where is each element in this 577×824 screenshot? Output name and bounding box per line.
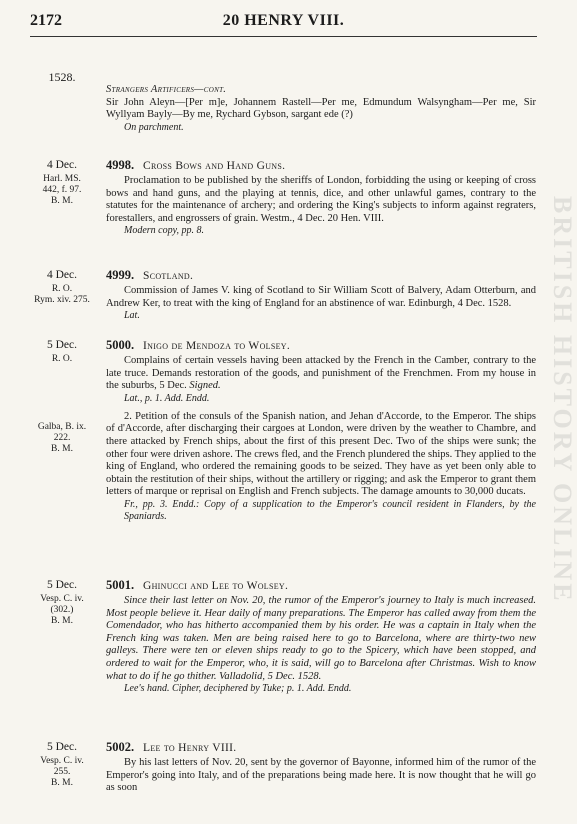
entry-paragraph-text: Complains of certain vessels having been attacked by the French in the Camber, contrary to the late truce. Demands restoration of the goods, and punishment of the Frenchmen. From my house in the suburbs, 5 Dec.	[106, 355, 536, 392]
entry-body	[106, 338, 536, 523]
running-title: 20 HENRY VIII.	[222, 12, 345, 29]
source-ref: Harl. MS.	[43, 174, 81, 184]
entry-paragraph	[106, 355, 536, 393]
page-number: 2172	[30, 12, 62, 29]
header-rule	[30, 36, 537, 37]
entry-date: 5 Dec.	[46, 339, 77, 351]
entry-paragraph: Since their last letter on Nov. 20, the rumor of the Emperor's journey to Italy is much increased. Most people believe it. Hear daily of many preparations. The Emperor has called away from them the Comendador, who has hitherto accompanied them by his order. He was a captain in Italy when the French king was taken. Men are being raised here to go to Barcelona, where are thirty-two new galleys. There were ten or eleven ships ready to go to the Spicery, which have been stopped, and ordered to wait for the Emperor, who, it is said, will go to Barcelona after Christmas. Wish to know what to do if he go thither. Valladolid, 5 Dec. 1528.	[106, 595, 536, 682]
entry-margin	[30, 578, 94, 627]
entry-date: 4 Dec.	[46, 269, 77, 281]
entry-paragraph-2: 2. Petition of the consuls of the Spanish nation, and Jehan d'Accorde, to the Emperor. The ships of d'Accorde, after discharging their cargoes at London, were driven by the weather to Chambre, and there attacked by French ships, about the first of this present Dec. Two of the ships were sunk; the other four were driven ashore. The crews fled, and the French plundered the ships. They applied to the king of England, who ordered the remaining goods to be seized. They have as yet been only able to obtain the restitution of their ships, without the artillery or rigging; and ask the Emperor to grant them letters of marque or reprisal on English and French subjects. The damage amounts to 30,000 ducats.	[106, 410, 536, 498]
entry-paragraph: Commission of James V. king of Scotland to Sir William Scott of Balvery, Adam Otterburn, and Andrew Ker, to treat with the king of England for an abstinence of war. Edinburgh, 4 Dec. 1528.	[106, 285, 536, 309]
source-ref: B. M.	[51, 196, 73, 206]
entry-title: Lee to Henry VIII.	[143, 742, 237, 754]
page-header	[30, 12, 537, 36]
watermark: BRITISH HISTORY ONLINE	[548, 196, 577, 604]
entry-title: Ghinucci and Lee to Wolsey.	[143, 580, 289, 592]
source-ref: Vesp. C. iv.	[40, 756, 84, 766]
entry-number: 5002.	[106, 740, 135, 754]
entry-margin-secondary	[30, 422, 94, 455]
source-ref: R. O.	[51, 284, 73, 294]
source-ref: B. M.	[51, 444, 73, 454]
source-ref: Vesp. C. iv.	[40, 594, 84, 604]
source-ref: (302.)	[50, 605, 74, 615]
entry-title-line	[106, 268, 536, 283]
entry-note: Lat.	[124, 310, 140, 322]
entry-title-line	[106, 158, 536, 173]
entry-note: Lat., p. 1. Add. Endd.	[124, 392, 210, 404]
entry-date: 5 Dec.	[46, 741, 77, 753]
year-marker: 1528.	[48, 70, 76, 84]
source-ref: 255.	[53, 767, 71, 777]
continued-heading: Strangers Artificers—cont.	[106, 84, 227, 95]
source-ref: B. M.	[51, 778, 73, 788]
source-ref: B. M.	[51, 616, 73, 626]
source-ref: Galba, B. ix.	[37, 422, 87, 432]
entry-title-line	[106, 338, 536, 353]
entry-margin	[30, 740, 94, 789]
entry-title: Cross Bows and Hand Guns.	[143, 160, 286, 172]
entry-body	[106, 740, 536, 795]
entry-note-2: Fr., pp. 3. Endd.: Copy of a supplication to the Emperor's council resident in Flanders, by the Spaniards.	[124, 498, 536, 522]
entry-date: 5 Dec.	[46, 579, 77, 591]
continued-text: Sir John Aleyn—[Per m]e, Johannem Rastell—Per me, Edmundum Walsyngham—Per me, Sir Wyllyam Bayly—By me, Rychard Gybson, sargant ede (?)	[106, 96, 536, 121]
entry-title-line	[106, 578, 536, 593]
entry-date: 4 Dec.	[46, 159, 77, 171]
source-ref: R. O.	[51, 354, 73, 364]
source-ref: Rym. xiv. 275.	[34, 295, 90, 305]
entry-margin	[30, 158, 94, 207]
entry-title: Inigo de Mendoza to Wolsey.	[143, 340, 291, 352]
entry-number: 5000.	[106, 338, 135, 352]
entry-number: 5001.	[106, 578, 135, 592]
entry-paragraph: Proclamation to be published by the sheriffs of London, forbidding the using or keeping of cross bows and hand guns, and the playing at tennis, dice, and other unlawful games, contrary to the statutes for the maintenance of archery; and ordering the King's subjects to inform against regraters, forestallers, and engrossers of grain. Westm., 4 Dec. 20 Hen. VIII.	[106, 175, 536, 224]
entry-body	[106, 158, 536, 237]
entry-margin	[30, 268, 94, 306]
entry-note: Lee's hand. Cipher, deciphered by Tuke; p. 1. Add. Endd.	[124, 683, 352, 695]
entry-body	[106, 578, 536, 695]
entry-signed: Signed.	[189, 380, 221, 392]
continued-body	[106, 84, 536, 134]
entry-paragraph: By his last letters of Nov. 20, sent by the governor of Bayonne, informed him of the rumor of the Emperor's going into Italy, and of the preparations being made here. It is now thought that he will go as soon	[106, 757, 536, 794]
entry-title-line	[106, 740, 536, 755]
entry-title: Scotland.	[143, 270, 194, 282]
source-ref: 442, f. 97.	[42, 185, 82, 195]
continued-note: On parchment.	[124, 121, 184, 133]
entry-note: Modern copy, pp. 8.	[124, 225, 204, 237]
entry-number: 4998.	[106, 158, 135, 172]
source-ref: 222.	[53, 433, 71, 443]
entry-number: 4999.	[106, 268, 135, 282]
entry-body	[106, 268, 536, 322]
entry-margin	[30, 338, 94, 365]
